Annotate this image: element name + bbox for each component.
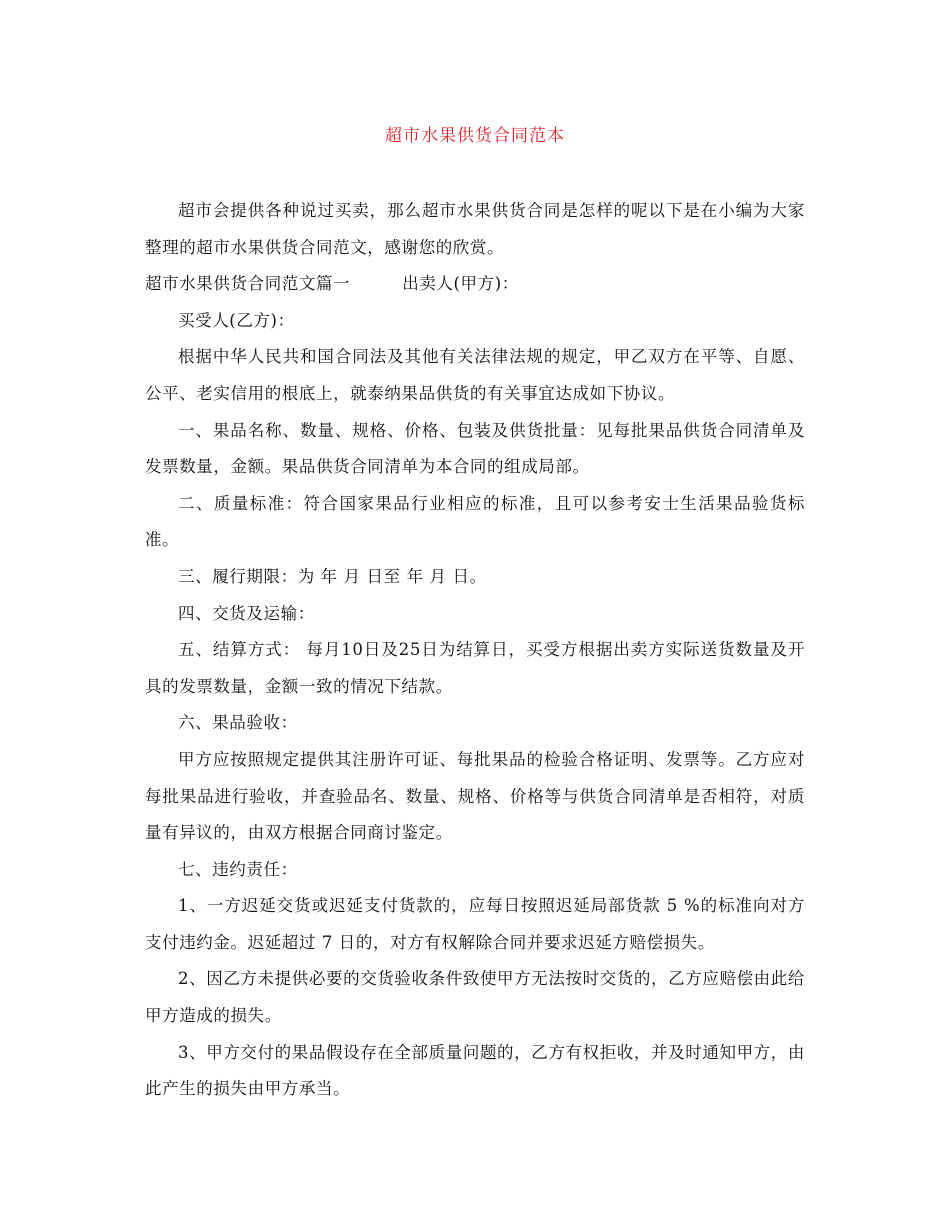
- contract-paragraph: 根据中华人民共和国合同法及其他有关法律法规的规定，甲乙双方在平等、自愿、公平、老实信用的根底上，就泰纳果品供货的有关事宜达成如下协议。: [145, 347, 805, 403]
- contract-paragraph: 一、果品名称、数量、规格、价格、包装及供货批量：见每批果品供货合同清单及发票数量，金额。果品供货合同清单为本合同的组成局部。: [145, 420, 805, 477]
- contract-paragraph: 2、因乙方未提供必要的交货验收条件致使甲方无法按时交货的，乙方应赔偿由此给甲方造成的损失。: [145, 969, 805, 1026]
- intro-paragraph: 超市会提供各种说过买卖，那么超市水果供货合同是怎样的呢以下是在小编为大家整理的超市水果供货合同范文，感谢您的欣赏。: [145, 201, 805, 257]
- buyer-label: 买受人(乙方)：: [178, 310, 295, 330]
- contract-paragraph: 3、甲方交付的果品假设存在全部质量问题的，乙方有权拒收，并及时通知甲方，由此产生的损失由甲方承当。: [145, 1042, 805, 1099]
- section-heading-line: [145, 266, 805, 303]
- contract-paragraph: 五、结算方式： 每月10日及25日为结算日，买受方根据出卖方实际送货数量及开具的发票数量，金额一致的情况下结款。: [145, 640, 805, 696]
- document-body: [145, 193, 805, 1108]
- contract-paragraph: 1、一方迟延交货或迟延支付货款的，应每日按照迟延局部货款 5 %的标准向对方支付违约金。迟延超过 7 日的，对方有权解除合同并要求迟延方赔偿损失。: [145, 896, 805, 952]
- contract-paragraph: 甲方应按照规定提供其注册许可证、每批果品的检验合格证明、发票等。乙方应对每批果品进行验收，并查验品名、数量、规格、价格等与供货合同清单是否相符，对质量有异议的，由双方根据合同商讨鉴定。: [145, 749, 805, 843]
- contract-paragraph: 二、质量标准：符合国家果品行业相应的标准，且可以参考安士生活果品验货标准。: [145, 493, 805, 550]
- seller-label: 出卖人(甲方)：: [402, 274, 519, 294]
- contract-paragraph: 四、交货及运输：: [178, 603, 315, 623]
- contract-paragraph: 三、履行期限：为 年 月 日至 年 月 日。: [178, 566, 487, 586]
- document-title: 超市水果供货合同范本: [385, 126, 565, 146]
- section-heading: 超市水果供货合同范文篇一: [145, 274, 351, 294]
- contract-paragraph: 六、果品验收：: [178, 713, 298, 733]
- contract-paragraph: 七、违约责任：: [178, 859, 298, 879]
